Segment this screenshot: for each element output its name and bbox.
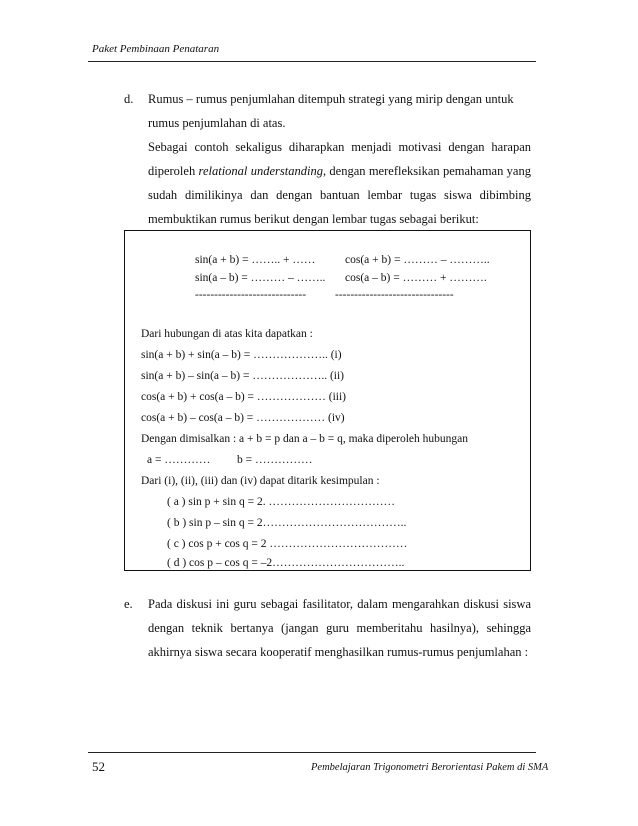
result-d: ( d ) cos p – cos q = –2…………………………….. [167, 557, 405, 569]
result-c: ( c ) cos p + cos q = 2 ……………………………… [167, 538, 408, 550]
worksheet-box [124, 230, 531, 571]
equation-iv: cos(a + b) – cos(a – b) = ……………… (iv) [141, 412, 345, 424]
result-a: ( a ) sin p + sin q = 2. …………………………… [167, 496, 395, 508]
cos-sum-formula: cos(a + b) = ……… – ……….. [345, 254, 490, 266]
item-d-line-3: Sebagai contoh sekaligus diharapkan menjadi motivasi dengan harapan [148, 140, 531, 154]
item-e-line-1: Pada diskusi ini guru sebagai fasilitator, dalam mengarahkan diskusi siswa [148, 597, 531, 611]
equation-ii: sin(a + b) – sin(a – b) = ……………….. (ii) [141, 370, 345, 382]
conclusion-intro: Dari (i), (ii), (iii) dan (iv) dapat ditarik kesimpulan : [141, 475, 380, 487]
item-d-line-5: sudah dimilikinya dan dengan bantuan lembar tugas siswa dibimbing [148, 188, 531, 202]
result-b: ( b ) sin p – sin q = 2……………………………….. [167, 517, 407, 529]
equation-i: sin(a + b) + sin(a – b) = ……………….. (i) [141, 349, 342, 361]
a-equals: a = ………… [147, 454, 211, 466]
footer-rule [88, 752, 536, 753]
item-d-line-6: membuktikan rumus berikut dengan lembar tugas sebagai berikut: [148, 212, 479, 226]
item-d-line-2: rumus penjumlahan di atas. [148, 116, 286, 130]
emphasis-relational-understanding: relational understanding [198, 164, 323, 178]
page-number: 52 [92, 759, 105, 774]
relation-intro: Dari hubungan di atas kita dapatkan : [141, 328, 313, 340]
sin-diff-formula: sin(a – b) = ……… – …….. [195, 272, 326, 284]
b-equals: b = …………… [237, 454, 313, 466]
item-d-line-4: diperoleh relational understanding, dengan merefleksikan pemahaman yang [148, 164, 531, 178]
dashed-rule-left: ----------------------------- [195, 289, 307, 301]
equation-iii: cos(a + b) + cos(a – b) = ……………… (iii) [141, 391, 347, 403]
item-d-marker: d. [124, 92, 134, 106]
running-footer: Pembelajaran Trigonometri Berorientasi Pakem di SMA [311, 762, 549, 773]
header-rule [88, 61, 536, 62]
sin-sum-formula: sin(a + b) = …….. + …… [195, 254, 316, 266]
item-e-line-3: akhirnya siswa secara kooperatif menghasilkan rumus-rumus penjumlahan : [148, 645, 529, 659]
item-e-marker: e. [124, 597, 133, 611]
cos-diff-formula: cos(a – b) = ……… + ………. [345, 272, 487, 284]
running-header: Paket Pembinaan Penataran [92, 43, 220, 55]
substitution-line: Dengan dimisalkan : a + b = p dan a – b = q, maka diperoleh hubungan [141, 433, 469, 445]
item-d-line-1: Rumus – rumus penjumlahan ditempuh strategi yang mirip dengan untuk [148, 92, 514, 106]
item-e-line-2: dengan teknik bertanya (jangan guru memberitahu hasilnya), sehingga [148, 621, 531, 635]
dashed-rule-right: ------------------------------- [335, 289, 454, 301]
